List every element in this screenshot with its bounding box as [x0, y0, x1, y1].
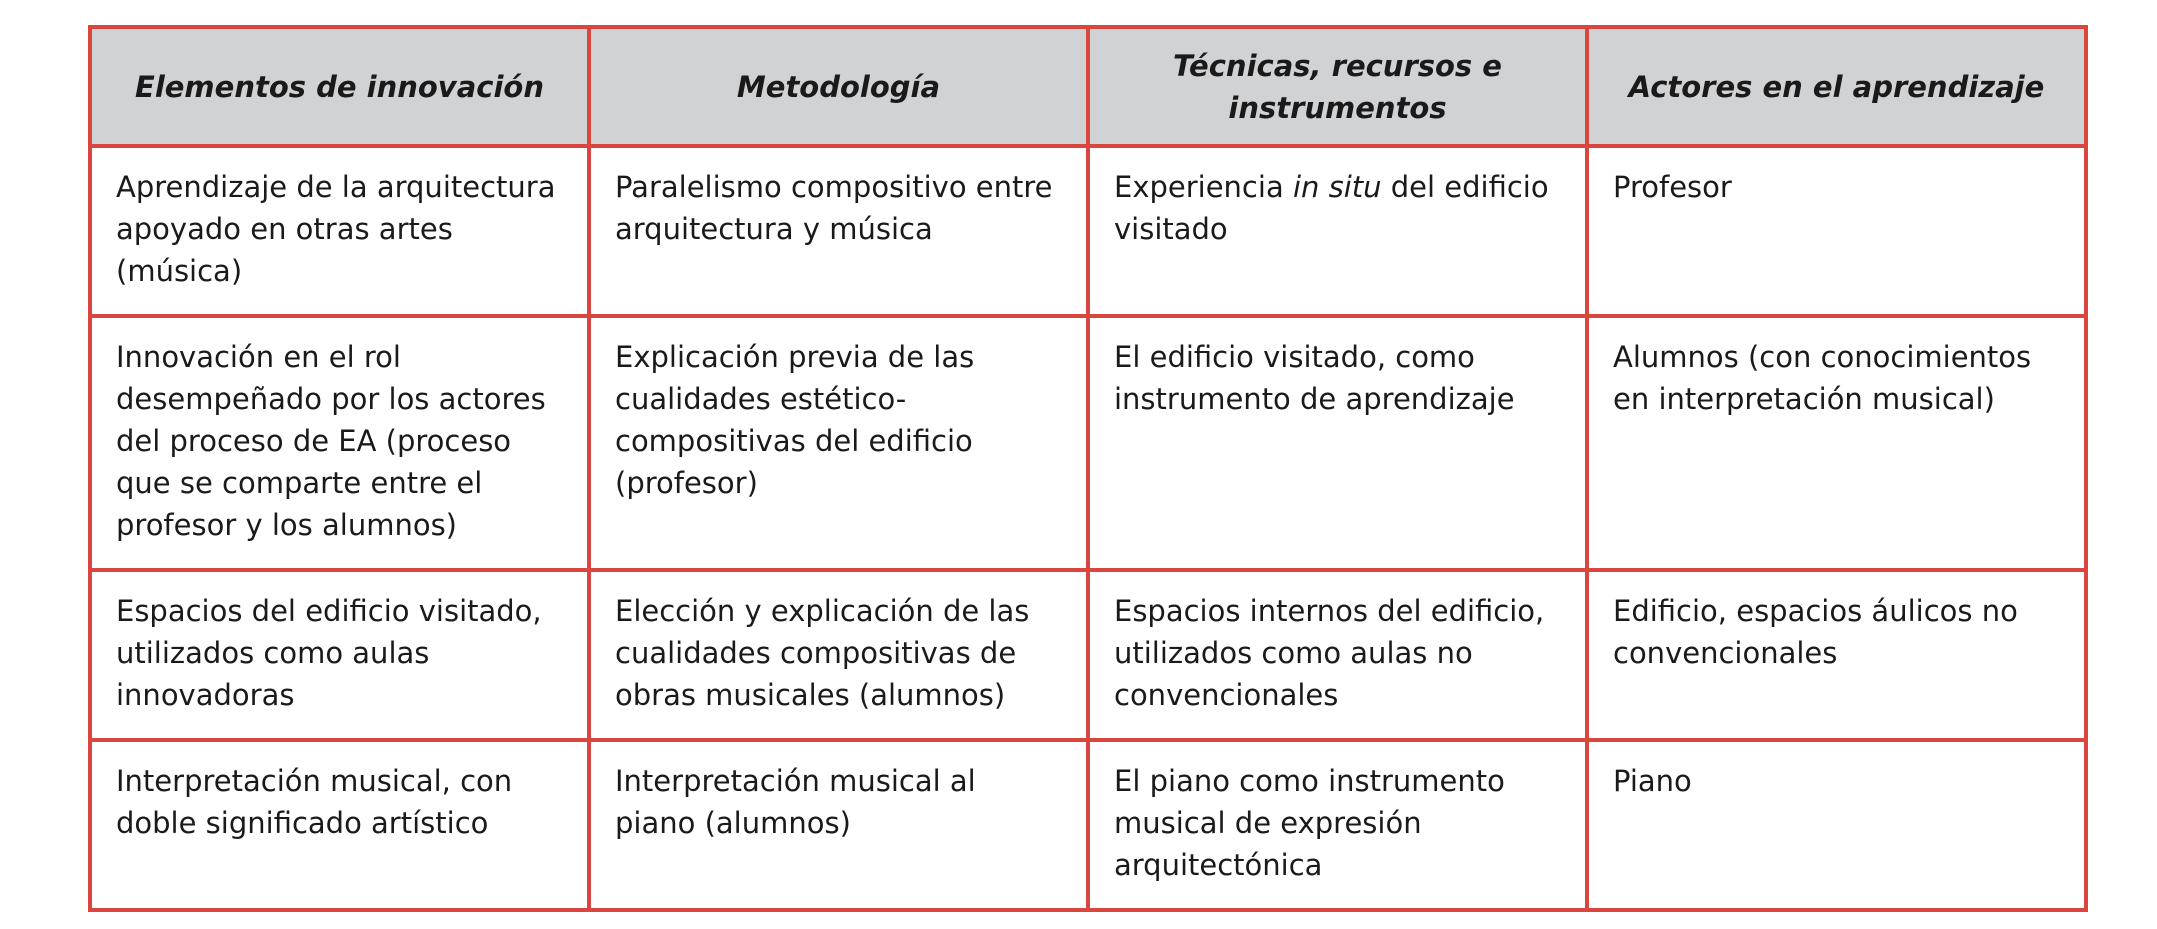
cell-innovation: Espacios del edificio visitado, utilizados como aulas innovadoras — [90, 570, 589, 740]
header-tecnicas-recursos: Técnicas, recursos e instrumentos — [1088, 27, 1587, 146]
header-metodologia: Metodología — [589, 27, 1088, 146]
table-row — [90, 316, 2086, 570]
table-body — [90, 146, 2086, 910]
cell-innovation: Aprendizaje de la arquitectura apoyado en otras artes (música) — [90, 146, 589, 316]
cell-innovation: Interpretación musical, con doble significado artístico — [90, 740, 589, 910]
table-row — [90, 146, 2086, 316]
cell-methodology: Interpretación musical al piano (alumnos) — [589, 740, 1088, 910]
cell-actors: Alumnos (con conocimientos en interpretación musical) — [1587, 316, 2086, 570]
table-row — [90, 570, 2086, 740]
cell-actors: Piano — [1587, 740, 2086, 910]
header-actores-aprendizaje: Actores en el aprendizaje — [1587, 27, 2086, 146]
cell-techniques: Espacios internos del edificio, utilizados como aulas no convencionales — [1088, 570, 1587, 740]
cell-techniques-text-before: Experiencia — [1114, 170, 1293, 204]
cell-techniques: El piano como instrumento musical de expresión arquitectónica — [1088, 740, 1587, 910]
header-row — [90, 27, 2086, 146]
innovation-table — [88, 25, 2088, 912]
table-row — [90, 740, 2086, 910]
cell-techniques — [1088, 146, 1587, 316]
cell-techniques: El edificio visitado, como instrumento de aprendizaje — [1088, 316, 1587, 570]
table-header — [90, 27, 2086, 146]
cell-techniques-text-after: del edificio visitado — [1114, 170, 1549, 246]
cell-actors: Edificio, espacios áulicos no convencionales — [1587, 570, 2086, 740]
header-elementos-innovacion: Elementos de innovación — [90, 27, 589, 146]
cell-methodology: Paralelismo compositivo entre arquitectura y música — [589, 146, 1088, 316]
cell-actors: Profesor — [1587, 146, 2086, 316]
cell-innovation: Innovación en el rol desempeñado por los actores del proceso de EA (proceso que se comparte entre el profesor y los alumnos) — [90, 316, 589, 570]
cell-methodology: Elección y explicación de las cualidades compositivas de obras musicales (alumnos) — [589, 570, 1088, 740]
cell-methodology: Explicación previa de las cualidades estético-compositivas del edificio (profesor) — [589, 316, 1088, 570]
cell-techniques-text-italic: in situ — [1292, 170, 1382, 204]
